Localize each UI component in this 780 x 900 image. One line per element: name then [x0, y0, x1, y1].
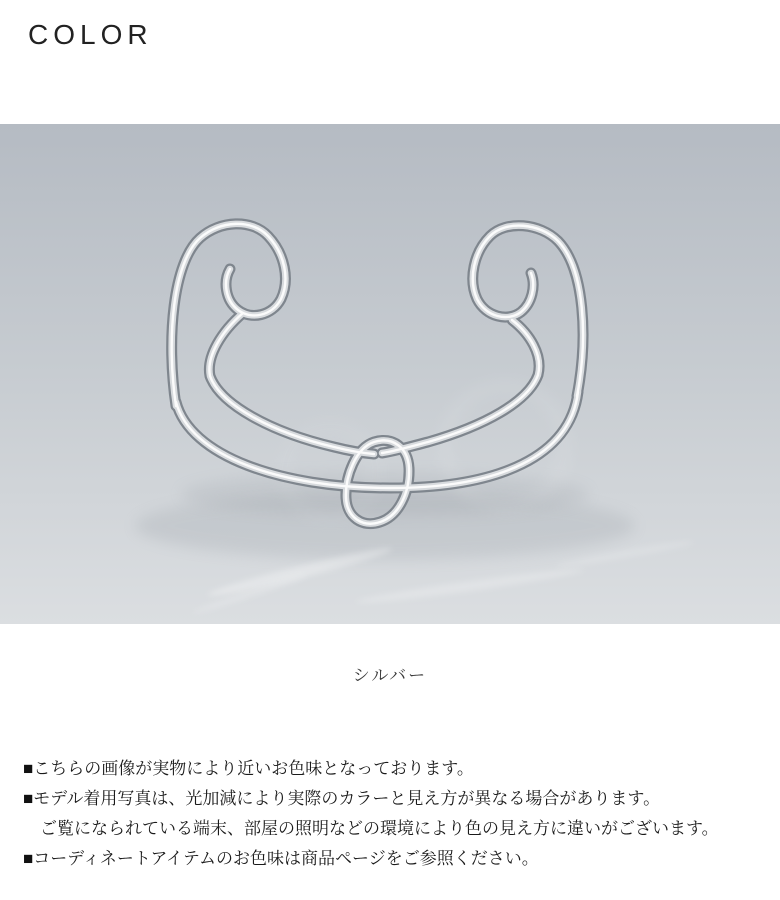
color-notes	[23, 754, 763, 874]
cuff-shadow-inner	[180, 472, 590, 516]
color-name-caption: シルバー	[352, 666, 428, 685]
note-line	[23, 814, 763, 844]
square-bullet-icon: ■	[23, 789, 34, 808]
product-photo	[0, 124, 780, 624]
note-text: コーディネートアイテムのお色味は商品ページをご参照ください。	[33, 849, 539, 868]
note-line	[23, 754, 763, 784]
indent-spacer	[23, 819, 40, 838]
note-line	[23, 784, 763, 814]
square-bullet-icon: ■	[23, 849, 34, 868]
square-bullet-icon: ■	[23, 759, 34, 778]
silver-bangle-illustration	[0, 124, 780, 624]
note-text: ご覧になられている端末、部屋の照明などの環境により色の見え方に違いがございます。	[40, 819, 719, 838]
note-text: こちらの画像が実物により近いお色味となっております。	[33, 759, 474, 778]
note-line	[23, 844, 763, 874]
note-text: モデル着用写真は、光加減により実際のカラーと見え方が異なる場合があります。	[33, 789, 661, 808]
color-section-title: COLOR	[28, 19, 153, 50]
